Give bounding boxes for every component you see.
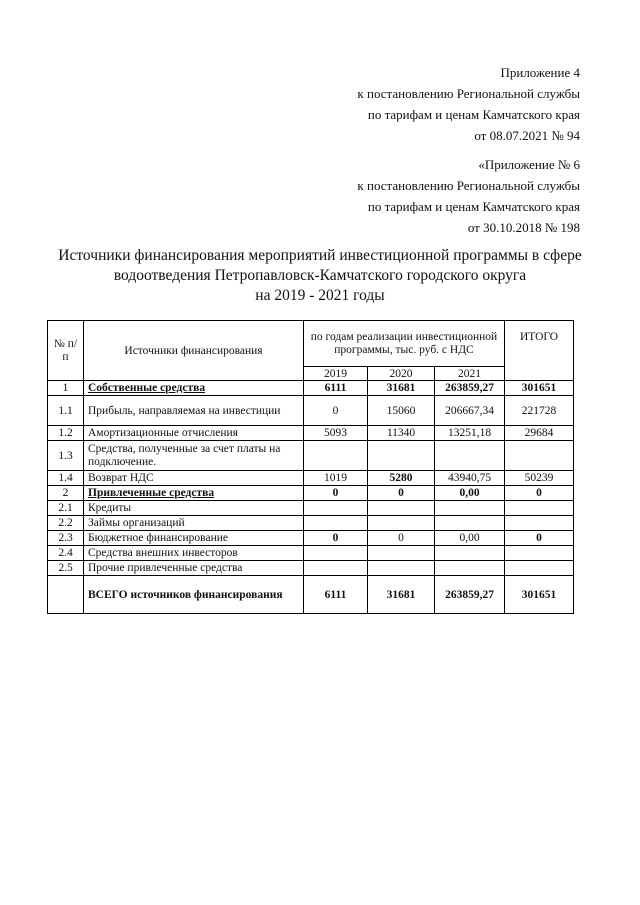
- row-2020: [368, 516, 435, 531]
- row-2021: 13251,18: [435, 426, 505, 441]
- appendix-6-line2: к постановлению Региональной службы: [357, 178, 580, 193]
- appendix-4-line4: от 08.07.2021 № 94: [474, 128, 580, 143]
- row-total: 301651: [505, 576, 574, 614]
- row-2019: [304, 561, 368, 576]
- row-2019: 1019: [304, 471, 368, 486]
- appendix-4-header: [357, 62, 580, 146]
- row-2020: [368, 501, 435, 516]
- appendix-4-line1: Приложение 4: [500, 65, 580, 80]
- row-num: 2.4: [48, 546, 84, 561]
- financing-table: [47, 320, 574, 614]
- appendix-4-line2: к постановлению Региональной службы: [357, 86, 580, 101]
- row-2020: 0: [368, 531, 435, 546]
- row-2020: [368, 546, 435, 561]
- row-name: Кредиты: [84, 501, 304, 516]
- title-line1: Источники финансирования мероприятий инвестиционной программы в сфере: [58, 247, 582, 264]
- row-2020: 11340: [368, 426, 435, 441]
- row-total: [505, 516, 574, 531]
- row-2021: 263859,27: [435, 381, 505, 396]
- row-num: [48, 576, 84, 614]
- row-2019: 0: [304, 396, 368, 426]
- appendix-4-line3: по тарифам и ценам Камчатского края: [367, 107, 580, 122]
- row-2020: 5280: [368, 471, 435, 486]
- row-total: [505, 441, 574, 471]
- row-name: Амортизационные отчисления: [84, 426, 304, 441]
- table-row: [48, 441, 574, 471]
- table-total-row: [48, 576, 574, 614]
- table-row: [48, 546, 574, 561]
- row-name: Собственные средства: [84, 381, 304, 396]
- appendix-6-header: [357, 154, 580, 238]
- title-line3: на 2019 - 2021 годы: [255, 287, 385, 304]
- header-num: № п/п: [48, 321, 84, 381]
- row-name: Прочие привлеченные средства: [84, 561, 304, 576]
- row-num: 1.4: [48, 471, 84, 486]
- row-name: Прибыль, направляемая на инвестиции: [84, 396, 304, 426]
- row-num: 2.5: [48, 561, 84, 576]
- row-num: 1.2: [48, 426, 84, 441]
- row-total: 0: [505, 531, 574, 546]
- row-num: 2: [48, 486, 84, 501]
- row-2020: [368, 561, 435, 576]
- row-2019: [304, 441, 368, 471]
- row-2020: 31681: [368, 381, 435, 396]
- row-2020: 31681: [368, 576, 435, 614]
- row-total: 50239: [505, 471, 574, 486]
- row-total: 0: [505, 486, 574, 501]
- row-name: Средства внешних инвесторов: [84, 546, 304, 561]
- header-year-2020: 2020: [368, 367, 435, 381]
- row-2020: 15060: [368, 396, 435, 426]
- appendix-6-line4: от 30.10.2018 № 198: [467, 220, 580, 235]
- row-name: Средства, полученные за счет платы на подключение.: [84, 441, 304, 471]
- row-2019: 6111: [304, 576, 368, 614]
- row-2019: 0: [304, 486, 368, 501]
- row-2020: 0: [368, 486, 435, 501]
- row-2019: 6111: [304, 381, 368, 396]
- table-row: [48, 381, 574, 396]
- row-total: 29684: [505, 426, 574, 441]
- row-2019: [304, 516, 368, 531]
- row-2021: [435, 501, 505, 516]
- table-row: [48, 561, 574, 576]
- table-row: [48, 471, 574, 486]
- row-name: ВСЕГО источников финансирования: [84, 576, 304, 614]
- header-year-2019: 2019: [304, 367, 368, 381]
- row-num: 2.3: [48, 531, 84, 546]
- table-row: [48, 426, 574, 441]
- row-2020: [368, 441, 435, 471]
- row-2021: [435, 516, 505, 531]
- title-line2: водоотведения Петропавловск-Камчатского городского округа: [113, 267, 527, 284]
- header-year-2021: 2021: [435, 367, 505, 381]
- row-2021: [435, 546, 505, 561]
- row-name: Займы организаций: [84, 516, 304, 531]
- row-2019: [304, 546, 368, 561]
- row-num: 2.2: [48, 516, 84, 531]
- row-name: Бюджетное финансирование: [84, 531, 304, 546]
- row-2019: [304, 501, 368, 516]
- table-header-row: [48, 321, 574, 367]
- row-2021: 0,00: [435, 531, 505, 546]
- row-num: 2.1: [48, 501, 84, 516]
- row-2021: 263859,27: [435, 576, 505, 614]
- appendix-6-line3: по тарифам и ценам Камчатского края: [367, 199, 580, 214]
- table-row: [48, 516, 574, 531]
- row-2021: [435, 561, 505, 576]
- appendix-6-line1: «Приложение № 6: [478, 157, 580, 172]
- row-total: [505, 501, 574, 516]
- row-num: 1.3: [48, 441, 84, 471]
- row-total: 221728: [505, 396, 574, 426]
- row-num: 1.1: [48, 396, 84, 426]
- row-num: 1: [48, 381, 84, 396]
- header-source: Источники финансирования: [84, 321, 304, 381]
- row-2021: [435, 441, 505, 471]
- table-row: [48, 486, 574, 501]
- row-2021: 0,00: [435, 486, 505, 501]
- table-row: [48, 501, 574, 516]
- row-2019: 5093: [304, 426, 368, 441]
- header-years-group: по годам реализации инвестиционной программы, тыс. руб. с НДС: [304, 321, 505, 367]
- header-total: ИТОГО: [505, 321, 574, 381]
- table-row: [48, 531, 574, 546]
- row-name: Возврат НДС: [84, 471, 304, 486]
- row-total: [505, 546, 574, 561]
- row-2019: 0: [304, 531, 368, 546]
- row-total: [505, 561, 574, 576]
- document-title: [40, 246, 600, 306]
- table-row: [48, 396, 574, 426]
- row-name: Привлеченные средства: [84, 486, 304, 501]
- row-2021: 43940,75: [435, 471, 505, 486]
- row-total: 301651: [505, 381, 574, 396]
- row-2021: 206667,34: [435, 396, 505, 426]
